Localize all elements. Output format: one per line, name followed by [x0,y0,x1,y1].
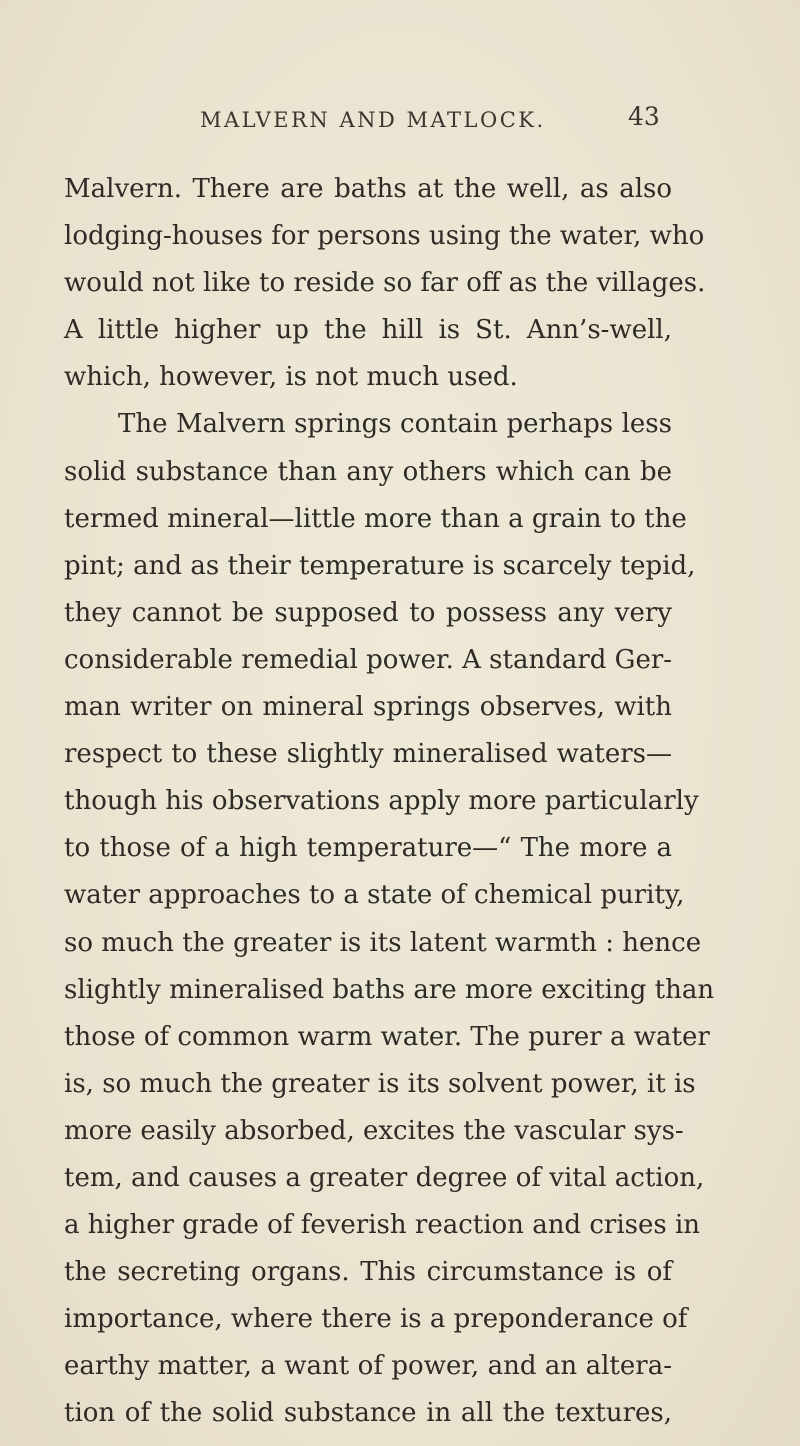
text-line: Malvern. There are baths at the well, as also [64,174,672,204]
text-line: is, so much the greater is its solvent power, it is [64,1068,696,1099]
text-line: which, however, is not much used. [64,362,518,393]
text-line: respect to these slightly mineralised waters— [64,739,672,770]
text-line: lodging-houses for persons using the water, who [64,221,705,252]
page-number: 43 [628,102,660,131]
text-line: those of common warm water. The purer a water [64,1021,710,1052]
body-text [64,166,715,1438]
text-line: importance, where there is a preponderance of [64,1304,688,1335]
text-line: to those of a high temperature—“ The more a [64,833,672,864]
text-line: pint; and as their temperature is scarcely tepid, [64,550,696,581]
text-line: slightly mineralised baths are more exciting than [64,974,715,1005]
text-line: man writer on mineral springs observes, with [64,692,672,723]
text-line: though his observations apply more particularly [64,786,699,817]
text-line: solid substance than any others which can be [64,456,672,487]
text-line: more easily absorbed, excites the vascular sys- [64,1115,684,1146]
text-line: considerable remedial power. A standard Ger- [64,644,673,675]
text-line: tion of the solid substance in all the textures, [64,1398,672,1429]
text-line: would not like to reside so far off as the villages. [64,268,706,299]
text-line: The Malvern springs contain perhaps less [118,409,672,440]
text-line: they cannot be supposed to possess any very [64,597,672,628]
running-head: MALVERN AND MATLOCK. [200,108,546,132]
text-line: so much the greater is its latent warmth : hence [64,927,702,958]
text-line: termed mineral—little more than a grain to the [64,503,687,534]
text-line: earthy matter, a want of power, and an altera- [64,1351,672,1382]
text-line: tem, and causes a greater degree of vital action, [64,1162,705,1193]
text-line: a higher grade of feverish reaction and crises in [64,1210,701,1241]
text-line: water approaches to a state of chemical purity, [64,880,685,911]
text-line: A little higher up the hill is St. Ann’s-well, [64,315,672,346]
text-line: the secreting organs. This circumstance is of [64,1257,672,1288]
